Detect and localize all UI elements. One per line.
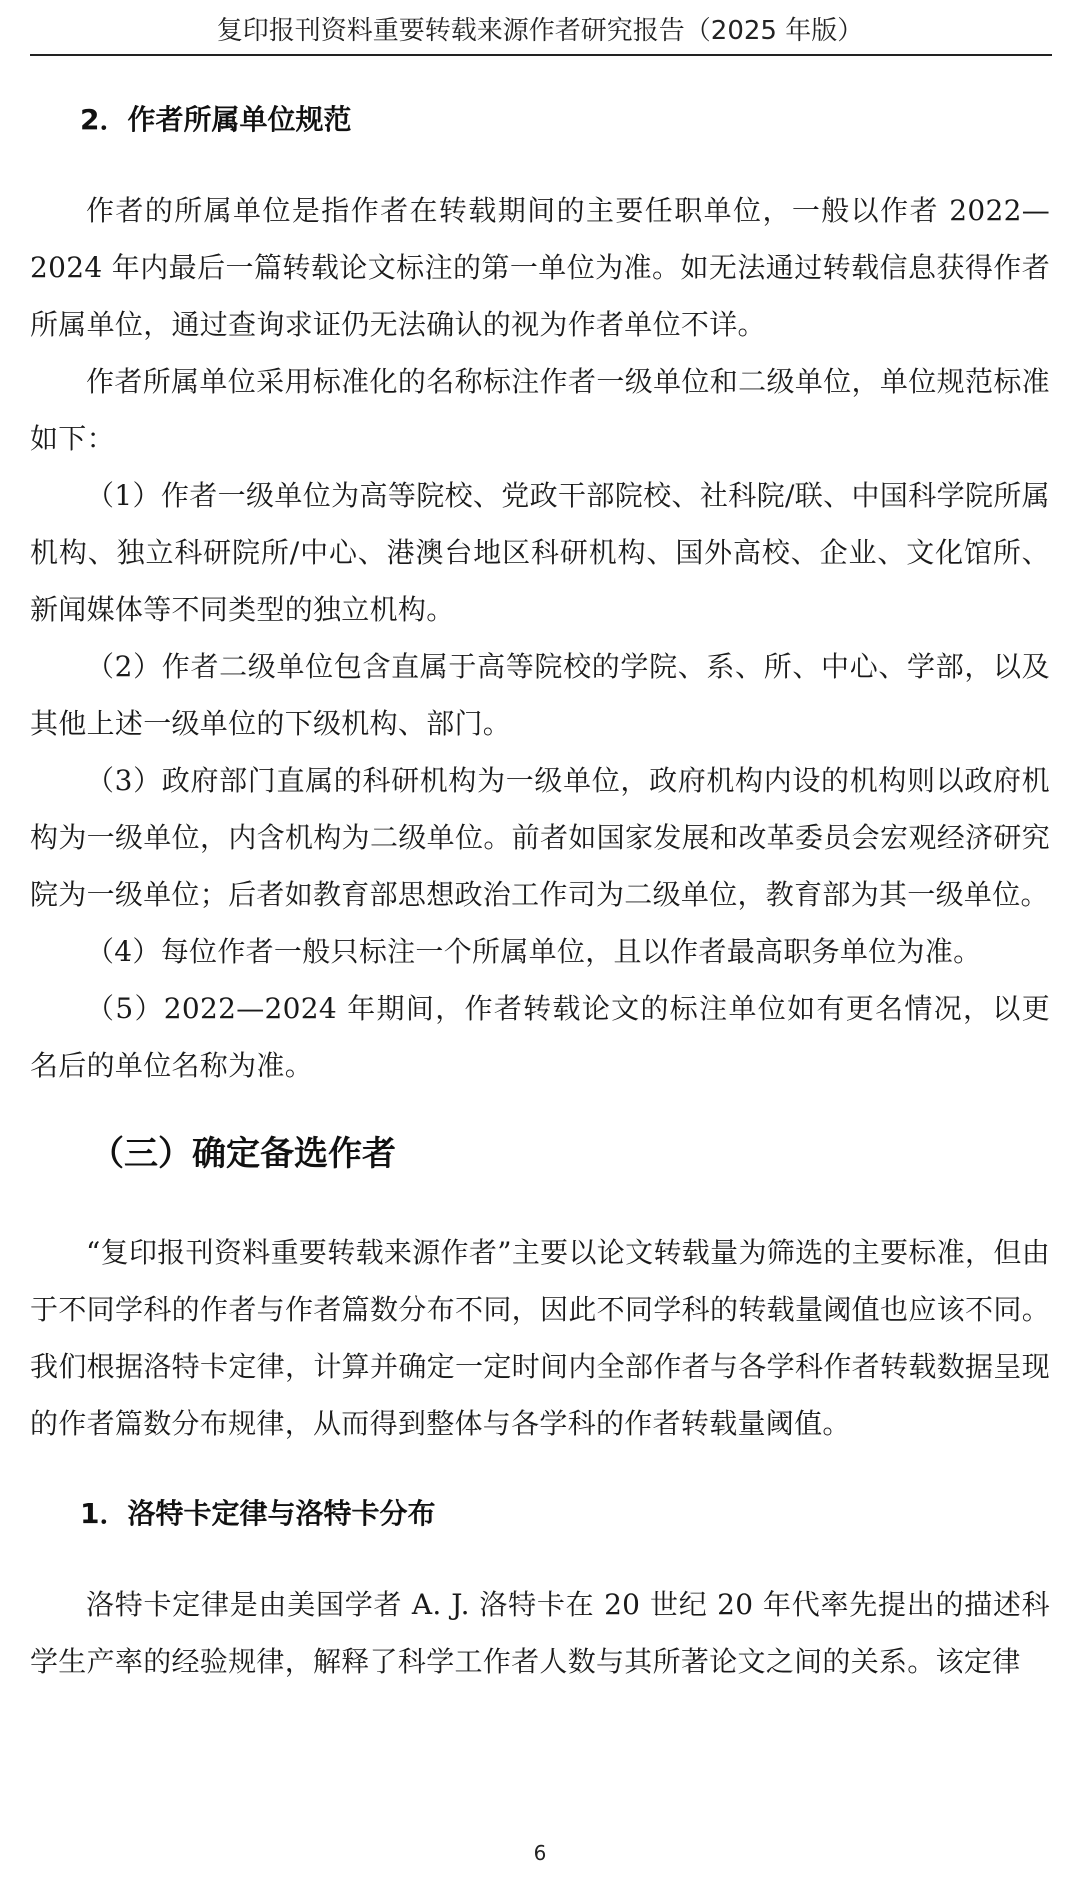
- paragraph-lotka-law: 洛特卡定律是由美国学者 A. J. 洛特卡在 20 世纪 20 年代率先提出的描述科学生产率的经验规律，解释了科学工作者人数与其所著论文之间的关系。该定律: [30, 1588, 1050, 1678]
- paragraph-rule-4: （4）每位作者一般只标注一个所属单位，且以作者最高职务单位为准。: [86, 935, 982, 968]
- section-heading-candidates: （三）确定备选作者: [90, 1134, 396, 1174]
- page-header-title: 复印报刊资料重要转载来源作者研究报告（2025 年版）: [216, 16, 864, 46]
- page-content: [30, 100, 1050, 1690]
- paragraph-rule-2: （2）作者二级单位包含直属于高等院校的学院、系、所、中心、学部，以及其他上述一级单位的下级机构、部门。: [30, 650, 1050, 740]
- paragraph-rule-1: （1）作者一级单位为高等院校、党政干部院校、社科院/联、中国科学院所属机构、独立科研院所/中心、港澳台地区科研机构、国外高校、企业、文化馆所、新闻媒体等不同类型的独立机构。: [30, 479, 1050, 626]
- paragraph-candidates-intro: “复印报刊资料重要转载来源作者”主要以论文转载量为筛选的主要标准，但由于不同学科的作者与作者篇数分布不同，因此不同学科的转载量阈值也应该不同。我们根据洛特卡定律，计算并确定一定时间内全部作者与各学科作者转载数据呈现的作者篇数分布规律，从而得到整体与各学科的作者转载量阈值。: [30, 1236, 1050, 1440]
- paragraph-rule-3: （3）政府部门直属的科研机构为一级单位，政府机构内设的机构则以政府机构为一级单位，内含机构为二级单位。前者如国家发展和改革委员会宏观经济研究院为一级单位；后者如教育部思想政治工作司为二级单位，教育部为其一级单位。: [30, 764, 1050, 911]
- subsection-heading-affiliation: 2．作者所属单位规范: [80, 103, 352, 136]
- header-divider: [30, 54, 1052, 56]
- subsection-heading-lotka: 1．洛特卡定律与洛特卡分布: [80, 1497, 436, 1530]
- paragraph-affiliation-definition: 作者的所属单位是指作者在转载期间的主要任职单位，一般以作者 2022—2024 年内最后一篇转载论文标注的第一单位为准。如无法通过转载信息获得作者所属单位，通过查询求证仍无法确认的视为作者单位不详。: [30, 194, 1050, 341]
- paragraph-rule-5: （5）2022—2024 年期间，作者转载论文的标注单位如有更名情况，以更名后的单位名称为准。: [30, 992, 1050, 1082]
- paragraph-affiliation-standard: 作者所属单位采用标准化的名称标注作者一级单位和二级单位，单位规范标准如下：: [30, 365, 1050, 455]
- page-number: 6: [533, 1841, 547, 1865]
